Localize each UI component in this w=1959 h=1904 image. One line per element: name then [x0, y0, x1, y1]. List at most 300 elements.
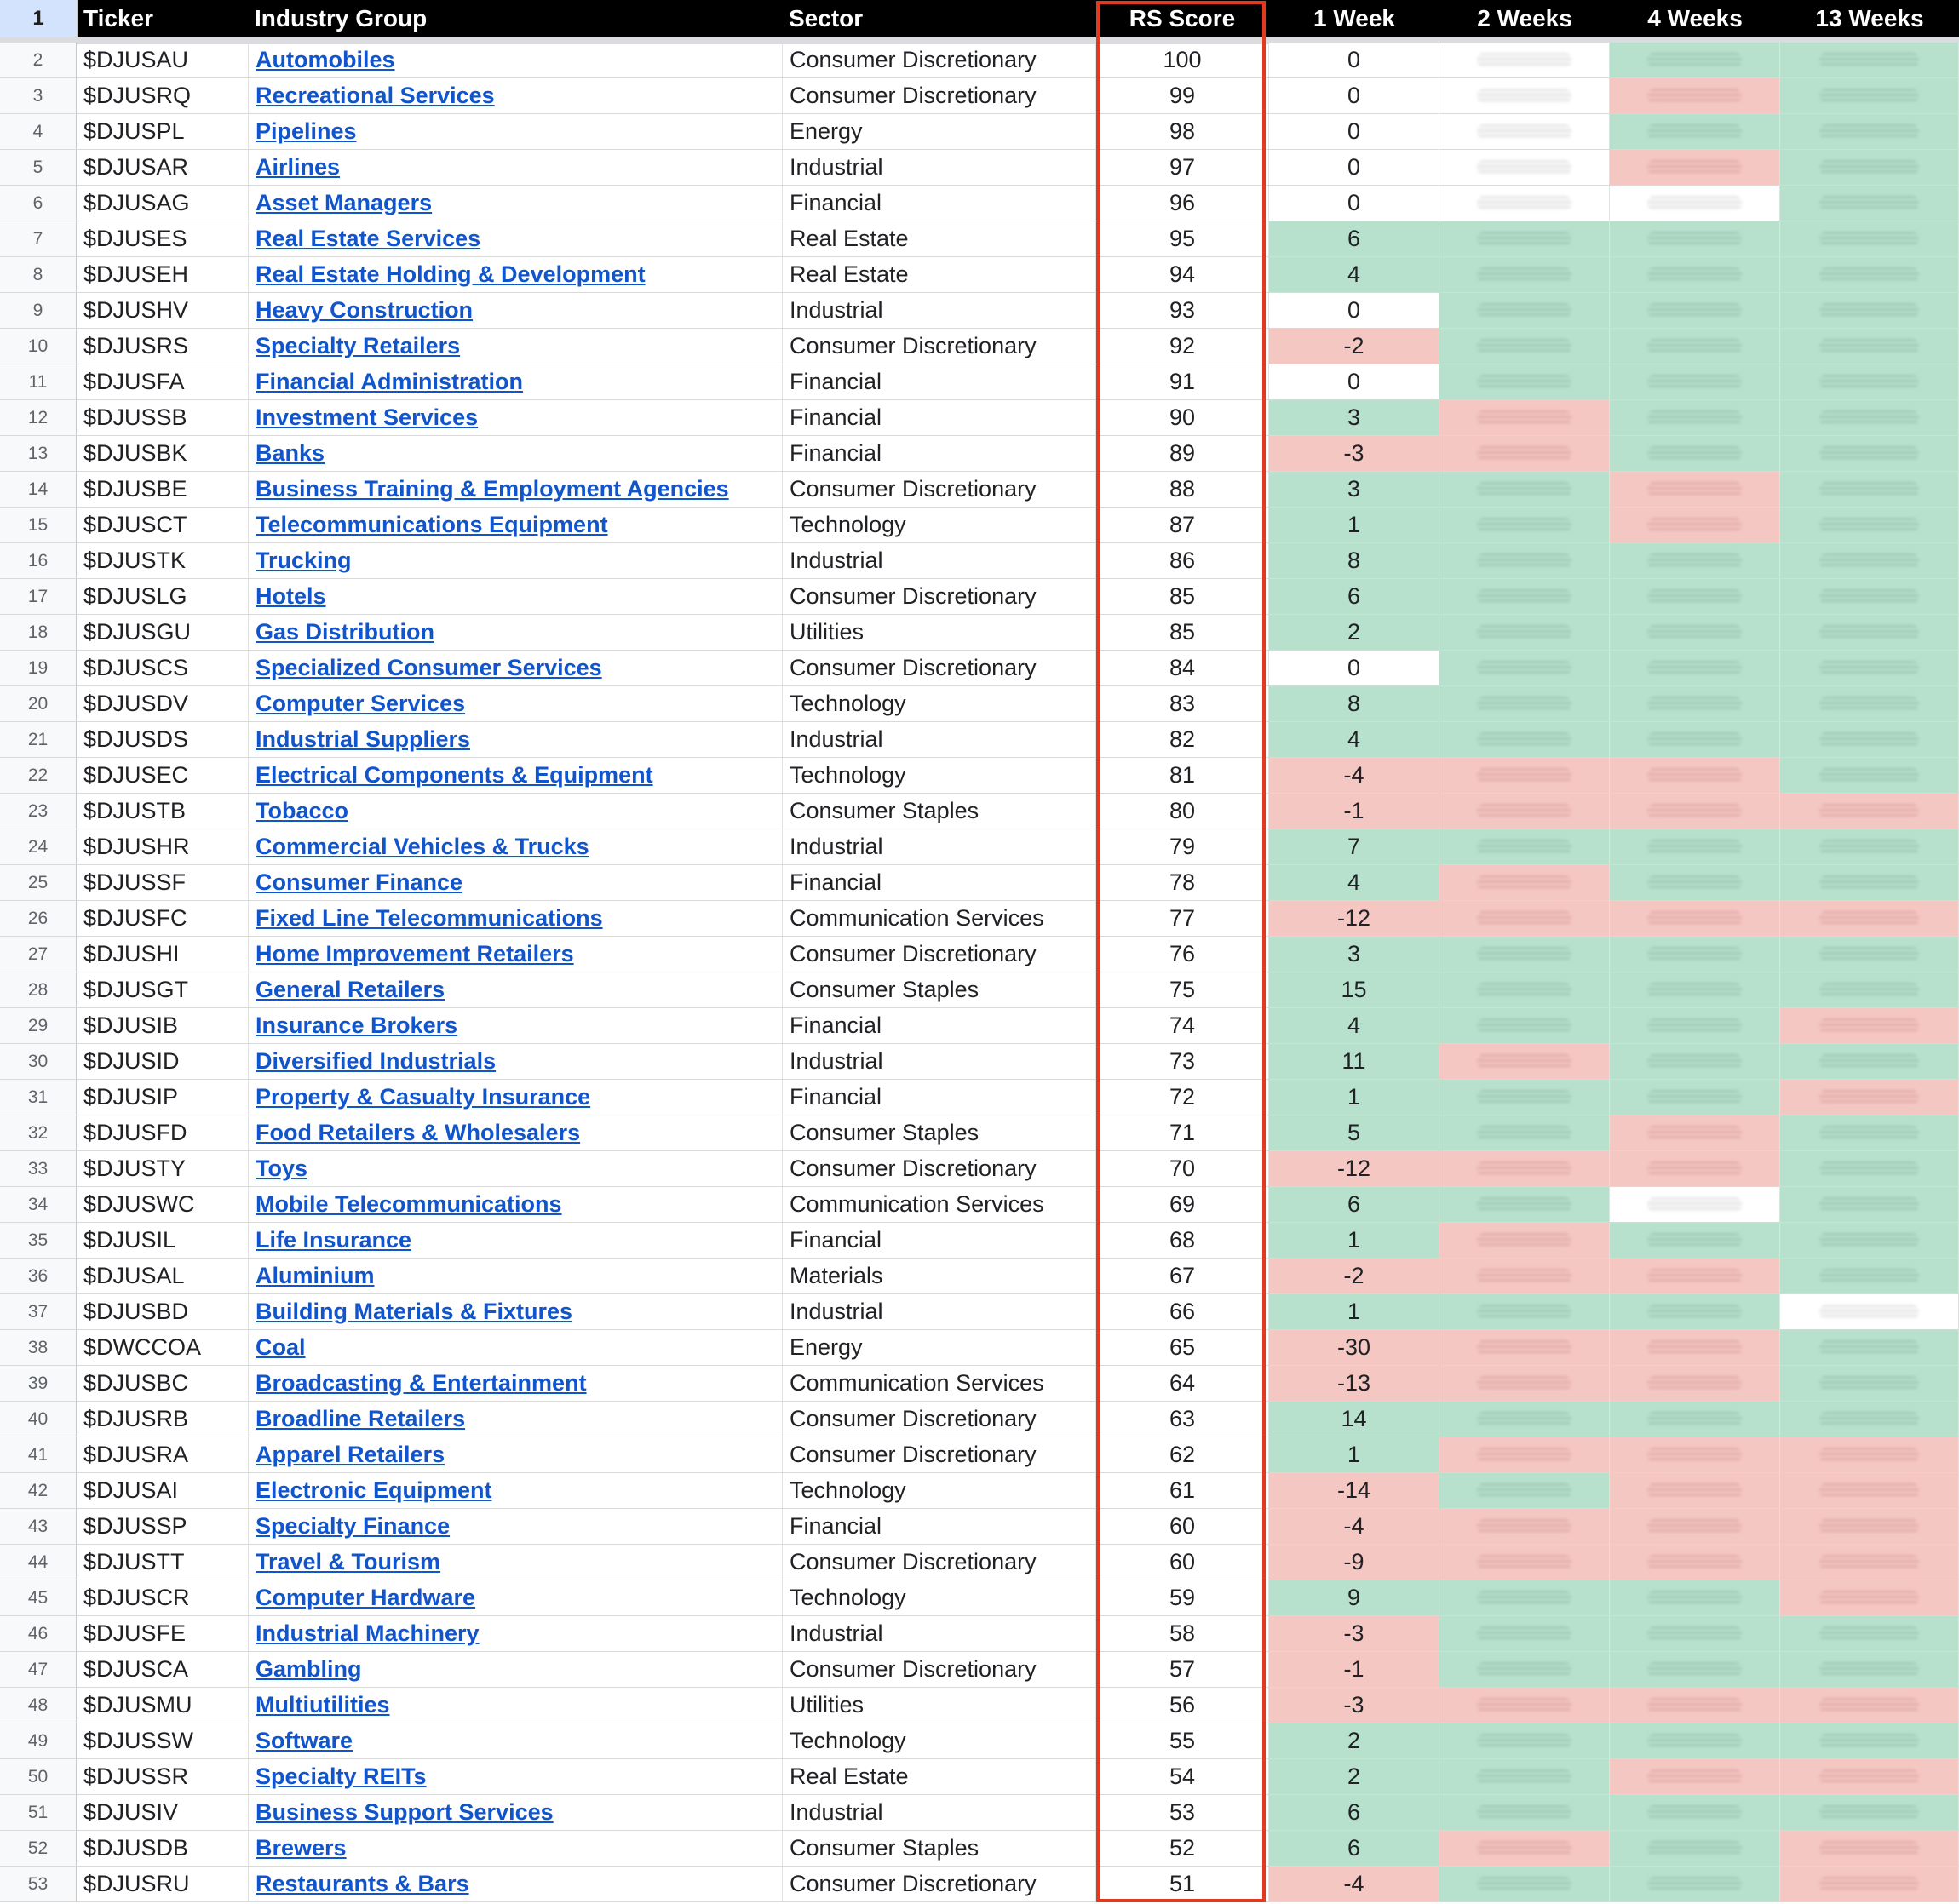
- row-number[interactable]: 2: [0, 43, 77, 77]
- week4-change-cell[interactable]: [1610, 1473, 1780, 1508]
- sector-cell[interactable]: Technology: [783, 1723, 1096, 1758]
- week4-change-cell[interactable]: [1610, 114, 1780, 149]
- industry-group-link[interactable]: Telecommunications Equipment: [249, 508, 783, 542]
- ticker-cell[interactable]: $DJUSID: [77, 1044, 249, 1079]
- week1-change-cell[interactable]: 6: [1269, 1795, 1439, 1830]
- rs-score-cell[interactable]: 66: [1096, 1294, 1269, 1329]
- week4-change-cell[interactable]: [1610, 1652, 1780, 1687]
- week13-change-cell[interactable]: [1780, 293, 1959, 328]
- rs-score-cell[interactable]: 57: [1096, 1652, 1269, 1687]
- industry-group-link[interactable]: Tobacco: [249, 794, 783, 829]
- week13-change-cell[interactable]: [1780, 78, 1959, 113]
- week1-change-cell[interactable]: 0: [1269, 78, 1439, 113]
- week2-change-cell[interactable]: [1439, 1008, 1610, 1043]
- week2-change-cell[interactable]: [1439, 1545, 1610, 1580]
- row-number[interactable]: 41: [0, 1437, 77, 1472]
- week2-change-cell[interactable]: [1439, 651, 1610, 685]
- week1-change-cell[interactable]: 0: [1269, 186, 1439, 221]
- row-number[interactable]: 53: [0, 1867, 77, 1901]
- ticker-cell[interactable]: $DJUSWC: [77, 1187, 249, 1222]
- week13-change-cell[interactable]: [1780, 615, 1959, 650]
- row-number[interactable]: 46: [0, 1616, 77, 1651]
- ticker-cell[interactable]: $DJUSCT: [77, 508, 249, 542]
- ticker-cell[interactable]: $DJUSHI: [77, 937, 249, 972]
- week1-change-cell[interactable]: 4: [1269, 865, 1439, 900]
- week1-change-cell[interactable]: -14: [1269, 1473, 1439, 1508]
- week2-change-cell[interactable]: [1439, 43, 1610, 77]
- rs-score-cell[interactable]: 56: [1096, 1688, 1269, 1723]
- week4-change-cell[interactable]: [1610, 829, 1780, 864]
- rs-score-cell[interactable]: 58: [1096, 1616, 1269, 1651]
- rs-score-cell[interactable]: 95: [1096, 221, 1269, 256]
- industry-group-link[interactable]: Heavy Construction: [249, 293, 783, 328]
- industry-group-link[interactable]: Specialty REITs: [249, 1759, 783, 1794]
- week13-change-cell[interactable]: [1780, 1402, 1959, 1437]
- week2-change-cell[interactable]: [1439, 1688, 1610, 1723]
- ticker-cell[interactable]: $DJUSSP: [77, 1509, 249, 1544]
- sector-cell[interactable]: Financial: [783, 364, 1096, 399]
- sector-cell[interactable]: Financial: [783, 186, 1096, 221]
- week1-change-cell[interactable]: -1: [1269, 794, 1439, 829]
- week1-change-cell[interactable]: 0: [1269, 114, 1439, 149]
- week13-change-cell[interactable]: [1780, 114, 1959, 149]
- week1-change-cell[interactable]: -30: [1269, 1330, 1439, 1365]
- industry-group-link[interactable]: Aluminium: [249, 1259, 783, 1293]
- week2-change-cell[interactable]: [1439, 400, 1610, 435]
- week13-change-cell[interactable]: [1780, 901, 1959, 936]
- week13-change-cell[interactable]: [1780, 1259, 1959, 1293]
- week2-change-cell[interactable]: [1439, 1509, 1610, 1544]
- ticker-cell[interactable]: $DJUSAG: [77, 186, 249, 221]
- sector-cell[interactable]: Real Estate: [783, 221, 1096, 256]
- week13-change-cell[interactable]: [1780, 1044, 1959, 1079]
- row-number[interactable]: 47: [0, 1652, 77, 1687]
- week1-change-cell[interactable]: 0: [1269, 43, 1439, 77]
- rs-score-cell[interactable]: 87: [1096, 508, 1269, 542]
- industry-group-link[interactable]: Specialized Consumer Services: [249, 651, 783, 685]
- ticker-cell[interactable]: $DJUSRB: [77, 1402, 249, 1437]
- week13-change-cell[interactable]: [1780, 865, 1959, 900]
- row-number[interactable]: 52: [0, 1831, 77, 1866]
- week1-change-cell[interactable]: 6: [1269, 579, 1439, 614]
- week4-change-cell[interactable]: [1610, 1294, 1780, 1329]
- week2-change-cell[interactable]: [1439, 508, 1610, 542]
- week4-change-cell[interactable]: [1610, 1330, 1780, 1365]
- week2-change-cell[interactable]: [1439, 1044, 1610, 1079]
- rs-score-cell[interactable]: 88: [1096, 472, 1269, 507]
- week13-change-cell[interactable]: [1780, 579, 1959, 614]
- row-number[interactable]: 40: [0, 1402, 77, 1437]
- week13-change-cell[interactable]: [1780, 150, 1959, 185]
- week4-change-cell[interactable]: [1610, 1044, 1780, 1079]
- week2-change-cell[interactable]: [1439, 1330, 1610, 1365]
- sector-cell[interactable]: Consumer Discretionary: [783, 1652, 1096, 1687]
- sector-cell[interactable]: Energy: [783, 114, 1096, 149]
- week13-change-cell[interactable]: [1780, 1473, 1959, 1508]
- row-number[interactable]: 19: [0, 651, 77, 685]
- sector-cell[interactable]: Communication Services: [783, 1366, 1096, 1401]
- week2-change-cell[interactable]: [1439, 1759, 1610, 1794]
- rs-score-cell[interactable]: 61: [1096, 1473, 1269, 1508]
- industry-group-link[interactable]: Life Insurance: [249, 1223, 783, 1258]
- week4-change-cell[interactable]: [1610, 1187, 1780, 1222]
- row-number[interactable]: 14: [0, 472, 77, 507]
- rs-score-cell[interactable]: 72: [1096, 1080, 1269, 1115]
- week4-change-cell[interactable]: [1610, 1437, 1780, 1472]
- sector-cell[interactable]: Communication Services: [783, 901, 1096, 936]
- rs-score-cell[interactable]: 64: [1096, 1366, 1269, 1401]
- row-number[interactable]: 33: [0, 1151, 77, 1186]
- ticker-cell[interactable]: $DJUSFD: [77, 1115, 249, 1150]
- sector-cell[interactable]: Industrial: [783, 1294, 1096, 1329]
- week13-change-cell[interactable]: [1780, 937, 1959, 972]
- industry-group-link[interactable]: Recreational Services: [249, 78, 783, 113]
- week13-change-cell[interactable]: [1780, 1366, 1959, 1401]
- ticker-cell[interactable]: $DJUSES: [77, 221, 249, 256]
- ticker-cell[interactable]: $DJUSCS: [77, 651, 249, 685]
- sector-cell[interactable]: Utilities: [783, 615, 1096, 650]
- ticker-cell[interactable]: $DJUSSB: [77, 400, 249, 435]
- week1-change-cell[interactable]: -3: [1269, 1688, 1439, 1723]
- sector-cell[interactable]: Consumer Discretionary: [783, 1437, 1096, 1472]
- rs-score-cell[interactable]: 86: [1096, 543, 1269, 578]
- rs-score-cell[interactable]: 52: [1096, 1831, 1269, 1866]
- week1-change-cell[interactable]: -12: [1269, 901, 1439, 936]
- ticker-cell[interactable]: $DJUSTB: [77, 794, 249, 829]
- week4-change-cell[interactable]: [1610, 508, 1780, 542]
- industry-group-link[interactable]: Restaurants & Bars: [249, 1867, 783, 1901]
- week4-change-cell[interactable]: [1610, 1867, 1780, 1901]
- ticker-cell[interactable]: $DJUSFC: [77, 901, 249, 936]
- rs-score-cell[interactable]: 100: [1096, 43, 1269, 77]
- ticker-cell[interactable]: $DJUSAI: [77, 1473, 249, 1508]
- sector-cell[interactable]: Consumer Discretionary: [783, 1402, 1096, 1437]
- week13-change-cell[interactable]: [1780, 1509, 1959, 1544]
- rs-score-cell[interactable]: 94: [1096, 257, 1269, 292]
- sector-cell[interactable]: Consumer Discretionary: [783, 78, 1096, 113]
- row-number[interactable]: 25: [0, 865, 77, 900]
- week1-change-cell[interactable]: 3: [1269, 937, 1439, 972]
- rs-score-cell[interactable]: 96: [1096, 186, 1269, 221]
- week1-change-cell[interactable]: 2: [1269, 615, 1439, 650]
- week1-change-cell[interactable]: 4: [1269, 1008, 1439, 1043]
- row-number[interactable]: 50: [0, 1759, 77, 1794]
- week13-change-cell[interactable]: [1780, 1831, 1959, 1866]
- industry-group-link[interactable]: Trucking: [249, 543, 783, 578]
- row-number[interactable]: 12: [0, 400, 77, 435]
- week13-change-cell[interactable]: [1780, 400, 1959, 435]
- industry-group-link[interactable]: Financial Administration: [249, 364, 783, 399]
- sector-cell[interactable]: Energy: [783, 1330, 1096, 1365]
- ticker-cell[interactable]: $DJUSRU: [77, 1867, 249, 1901]
- week13-change-cell[interactable]: [1780, 686, 1959, 721]
- industry-group-link[interactable]: Building Materials & Fixtures: [249, 1294, 783, 1329]
- sector-cell[interactable]: Financial: [783, 865, 1096, 900]
- week1-change-cell[interactable]: -3: [1269, 436, 1439, 471]
- row-number[interactable]: 38: [0, 1330, 77, 1365]
- week4-change-cell[interactable]: [1610, 1115, 1780, 1150]
- week2-change-cell[interactable]: [1439, 686, 1610, 721]
- rs-score-cell[interactable]: 70: [1096, 1151, 1269, 1186]
- industry-group-link[interactable]: Commercial Vehicles & Trucks: [249, 829, 783, 864]
- week2-change-cell[interactable]: [1439, 1259, 1610, 1293]
- ticker-cell[interactable]: $DJUSDS: [77, 722, 249, 757]
- ticker-cell[interactable]: $DJUSAR: [77, 150, 249, 185]
- ticker-cell[interactable]: $DJUSBC: [77, 1366, 249, 1401]
- ticker-cell[interactable]: $DJUSAL: [77, 1259, 249, 1293]
- week2-change-cell[interactable]: [1439, 1616, 1610, 1651]
- week2-change-cell[interactable]: [1439, 829, 1610, 864]
- sector-cell[interactable]: Industrial: [783, 1044, 1096, 1079]
- sector-cell[interactable]: Utilities: [783, 1688, 1096, 1723]
- col-header-industry-group[interactable]: Industry Group: [255, 5, 428, 32]
- industry-group-link[interactable]: Automobiles: [249, 43, 783, 77]
- sector-cell[interactable]: Industrial: [783, 543, 1096, 578]
- week2-change-cell[interactable]: [1439, 794, 1610, 829]
- ticker-cell[interactable]: $DJUSEH: [77, 257, 249, 292]
- ticker-cell[interactable]: $DJUSGU: [77, 615, 249, 650]
- row-number[interactable]: 6: [0, 186, 77, 221]
- week1-change-cell[interactable]: -12: [1269, 1151, 1439, 1186]
- week13-change-cell[interactable]: [1780, 722, 1959, 757]
- rs-score-cell[interactable]: 91: [1096, 364, 1269, 399]
- week1-change-cell[interactable]: -1: [1269, 1652, 1439, 1687]
- week4-change-cell[interactable]: [1610, 400, 1780, 435]
- row-number[interactable]: 30: [0, 1044, 77, 1079]
- ticker-cell[interactable]: $DJUSIP: [77, 1080, 249, 1115]
- week13-change-cell[interactable]: [1780, 1437, 1959, 1472]
- week4-change-cell[interactable]: [1610, 1831, 1780, 1866]
- industry-group-link[interactable]: Insurance Brokers: [249, 1008, 783, 1043]
- ticker-cell[interactable]: $DJUSGT: [77, 972, 249, 1007]
- industry-group-link[interactable]: Hotels: [249, 579, 783, 614]
- col-header-13-weeks[interactable]: 13 Weeks: [1815, 5, 1924, 32]
- week2-change-cell[interactable]: [1439, 150, 1610, 185]
- industry-group-link[interactable]: Real Estate Services: [249, 221, 783, 256]
- sector-cell[interactable]: Consumer Discretionary: [783, 1151, 1096, 1186]
- ticker-cell[interactable]: $DJUSSW: [77, 1723, 249, 1758]
- row-number[interactable]: 37: [0, 1294, 77, 1329]
- ticker-cell[interactable]: $DJUSHV: [77, 293, 249, 328]
- ticker-cell[interactable]: $DJUSFA: [77, 364, 249, 399]
- industry-group-link[interactable]: Business Training & Employment Agencies: [249, 472, 783, 507]
- week13-change-cell[interactable]: [1780, 508, 1959, 542]
- ticker-cell[interactable]: $DJUSBE: [77, 472, 249, 507]
- row-number[interactable]: 36: [0, 1259, 77, 1293]
- sector-cell[interactable]: Financial: [783, 1080, 1096, 1115]
- ticker-cell[interactable]: $DJUSHR: [77, 829, 249, 864]
- week13-change-cell[interactable]: [1780, 364, 1959, 399]
- week2-change-cell[interactable]: [1439, 758, 1610, 793]
- row-number[interactable]: 11: [0, 364, 77, 399]
- week1-change-cell[interactable]: 15: [1269, 972, 1439, 1007]
- sector-cell[interactable]: Technology: [783, 686, 1096, 721]
- col-header-2-weeks[interactable]: 2 Weeks: [1477, 5, 1572, 32]
- week13-change-cell[interactable]: [1780, 1008, 1959, 1043]
- week1-change-cell[interactable]: 1: [1269, 1223, 1439, 1258]
- sector-cell[interactable]: Technology: [783, 1580, 1096, 1615]
- industry-group-link[interactable]: Software: [249, 1723, 783, 1758]
- week4-change-cell[interactable]: [1610, 150, 1780, 185]
- rs-score-cell[interactable]: 60: [1096, 1509, 1269, 1544]
- row-number[interactable]: 8: [0, 257, 77, 292]
- week1-change-cell[interactable]: 9: [1269, 1580, 1439, 1615]
- week2-change-cell[interactable]: [1439, 1723, 1610, 1758]
- row-number[interactable]: 16: [0, 543, 77, 578]
- rs-score-cell[interactable]: 74: [1096, 1008, 1269, 1043]
- week1-change-cell[interactable]: 3: [1269, 472, 1439, 507]
- ticker-cell[interactable]: $DJUSSF: [77, 865, 249, 900]
- sector-cell[interactable]: Real Estate: [783, 1759, 1096, 1794]
- week4-change-cell[interactable]: [1610, 1759, 1780, 1794]
- week4-change-cell[interactable]: [1610, 472, 1780, 507]
- week2-change-cell[interactable]: [1439, 1402, 1610, 1437]
- week1-change-cell[interactable]: 0: [1269, 364, 1439, 399]
- week2-change-cell[interactable]: [1439, 1366, 1610, 1401]
- sector-cell[interactable]: Consumer Discretionary: [783, 329, 1096, 364]
- week1-change-cell[interactable]: 2: [1269, 1759, 1439, 1794]
- rs-score-cell[interactable]: 51: [1096, 1867, 1269, 1901]
- industry-group-link[interactable]: Property & Casualty Insurance: [249, 1080, 783, 1115]
- sector-cell[interactable]: Consumer Discretionary: [783, 43, 1096, 77]
- week4-change-cell[interactable]: [1610, 794, 1780, 829]
- col-header-4-weeks[interactable]: 4 Weeks: [1647, 5, 1743, 32]
- week13-change-cell[interactable]: [1780, 1723, 1959, 1758]
- ticker-cell[interactable]: $DJUSIB: [77, 1008, 249, 1043]
- row-number[interactable]: 44: [0, 1545, 77, 1580]
- sector-cell[interactable]: Industrial: [783, 293, 1096, 328]
- week4-change-cell[interactable]: [1610, 972, 1780, 1007]
- week13-change-cell[interactable]: [1780, 1115, 1959, 1150]
- rs-score-cell[interactable]: 65: [1096, 1330, 1269, 1365]
- week13-change-cell[interactable]: [1780, 972, 1959, 1007]
- rs-score-cell[interactable]: 67: [1096, 1259, 1269, 1293]
- week2-change-cell[interactable]: [1439, 1080, 1610, 1115]
- sector-cell[interactable]: Consumer Staples: [783, 794, 1096, 829]
- sector-cell[interactable]: Financial: [783, 1223, 1096, 1258]
- row-number[interactable]: 29: [0, 1008, 77, 1043]
- industry-group-link[interactable]: Food Retailers & Wholesalers: [249, 1115, 783, 1150]
- week1-change-cell[interactable]: 3: [1269, 400, 1439, 435]
- sector-cell[interactable]: Industrial: [783, 722, 1096, 757]
- rs-score-cell[interactable]: 78: [1096, 865, 1269, 900]
- sector-cell[interactable]: Financial: [783, 400, 1096, 435]
- industry-group-link[interactable]: Toys: [249, 1151, 783, 1186]
- sector-cell[interactable]: Consumer Discretionary: [783, 472, 1096, 507]
- sector-cell[interactable]: Consumer Discretionary: [783, 651, 1096, 685]
- week1-change-cell[interactable]: -13: [1269, 1366, 1439, 1401]
- col-header-1-week[interactable]: 1 Week: [1313, 5, 1395, 32]
- row-number[interactable]: 24: [0, 829, 77, 864]
- ticker-cell[interactable]: $DWCCOA: [77, 1330, 249, 1365]
- week4-change-cell[interactable]: [1610, 865, 1780, 900]
- sector-cell[interactable]: Industrial: [783, 1795, 1096, 1830]
- week2-change-cell[interactable]: [1439, 1294, 1610, 1329]
- rs-score-cell[interactable]: 53: [1096, 1795, 1269, 1830]
- sector-cell[interactable]: Technology: [783, 508, 1096, 542]
- week4-change-cell[interactable]: [1610, 686, 1780, 721]
- row-number[interactable]: 23: [0, 794, 77, 829]
- sector-cell[interactable]: Industrial: [783, 829, 1096, 864]
- week4-change-cell[interactable]: [1610, 1151, 1780, 1186]
- rs-score-cell[interactable]: 85: [1096, 615, 1269, 650]
- week4-change-cell[interactable]: [1610, 221, 1780, 256]
- week1-change-cell[interactable]: 1: [1269, 508, 1439, 542]
- rs-score-cell[interactable]: 62: [1096, 1437, 1269, 1472]
- ticker-cell[interactable]: $DJUSRS: [77, 329, 249, 364]
- week4-change-cell[interactable]: [1610, 364, 1780, 399]
- ticker-cell[interactable]: $DJUSTK: [77, 543, 249, 578]
- week1-change-cell[interactable]: -2: [1269, 1259, 1439, 1293]
- industry-group-link[interactable]: Specialty Finance: [249, 1509, 783, 1544]
- week1-change-cell[interactable]: 8: [1269, 686, 1439, 721]
- week4-change-cell[interactable]: [1610, 1223, 1780, 1258]
- sector-cell[interactable]: Industrial: [783, 150, 1096, 185]
- week13-change-cell[interactable]: [1780, 257, 1959, 292]
- week13-change-cell[interactable]: [1780, 1330, 1959, 1365]
- row-number[interactable]: 34: [0, 1187, 77, 1222]
- rs-score-cell[interactable]: 60: [1096, 1545, 1269, 1580]
- rs-score-cell[interactable]: 85: [1096, 579, 1269, 614]
- week2-change-cell[interactable]: [1439, 436, 1610, 471]
- industry-group-link[interactable]: Fixed Line Telecommunications: [249, 901, 783, 936]
- week2-change-cell[interactable]: [1439, 1187, 1610, 1222]
- industry-group-link[interactable]: Investment Services: [249, 400, 783, 435]
- col-header-rs-score[interactable]: RS Score: [1129, 5, 1236, 32]
- rs-score-cell[interactable]: 82: [1096, 722, 1269, 757]
- row-number[interactable]: 42: [0, 1473, 77, 1508]
- week2-change-cell[interactable]: [1439, 221, 1610, 256]
- ticker-cell[interactable]: $DJUSFE: [77, 1616, 249, 1651]
- week4-change-cell[interactable]: [1610, 937, 1780, 972]
- week13-change-cell[interactable]: [1780, 436, 1959, 471]
- week4-change-cell[interactable]: [1610, 43, 1780, 77]
- ticker-cell[interactable]: $DJUSSR: [77, 1759, 249, 1794]
- week4-change-cell[interactable]: [1610, 78, 1780, 113]
- sector-cell[interactable]: Consumer Discretionary: [783, 1867, 1096, 1901]
- row-number[interactable]: 20: [0, 686, 77, 721]
- ticker-cell[interactable]: $DJUSEC: [77, 758, 249, 793]
- week1-change-cell[interactable]: 1: [1269, 1437, 1439, 1472]
- week1-change-cell[interactable]: 5: [1269, 1115, 1439, 1150]
- week4-change-cell[interactable]: [1610, 1545, 1780, 1580]
- week13-change-cell[interactable]: [1780, 1652, 1959, 1687]
- rs-score-cell[interactable]: 75: [1096, 972, 1269, 1007]
- week4-change-cell[interactable]: [1610, 1795, 1780, 1830]
- week1-change-cell[interactable]: 11: [1269, 1044, 1439, 1079]
- row-number[interactable]: 9: [0, 293, 77, 328]
- row-number[interactable]: 21: [0, 722, 77, 757]
- industry-group-link[interactable]: Mobile Telecommunications: [249, 1187, 783, 1222]
- rs-score-cell[interactable]: 97: [1096, 150, 1269, 185]
- sector-cell[interactable]: Consumer Staples: [783, 1115, 1096, 1150]
- ticker-cell[interactable]: $DJUSAU: [77, 43, 249, 77]
- week2-change-cell[interactable]: [1439, 1115, 1610, 1150]
- week13-change-cell[interactable]: [1780, 1759, 1959, 1794]
- rs-score-cell[interactable]: 76: [1096, 937, 1269, 972]
- sector-cell[interactable]: Consumer Discretionary: [783, 579, 1096, 614]
- week2-change-cell[interactable]: [1439, 543, 1610, 578]
- industry-group-link[interactable]: Industrial Machinery: [249, 1616, 783, 1651]
- rs-score-cell[interactable]: 83: [1096, 686, 1269, 721]
- industry-group-link[interactable]: General Retailers: [249, 972, 783, 1007]
- row-number[interactable]: 49: [0, 1723, 77, 1758]
- row-number[interactable]: 10: [0, 329, 77, 364]
- week2-change-cell[interactable]: [1439, 972, 1610, 1007]
- week2-change-cell[interactable]: [1439, 1437, 1610, 1472]
- industry-group-link[interactable]: Electronic Equipment: [249, 1473, 783, 1508]
- week4-change-cell[interactable]: [1610, 651, 1780, 685]
